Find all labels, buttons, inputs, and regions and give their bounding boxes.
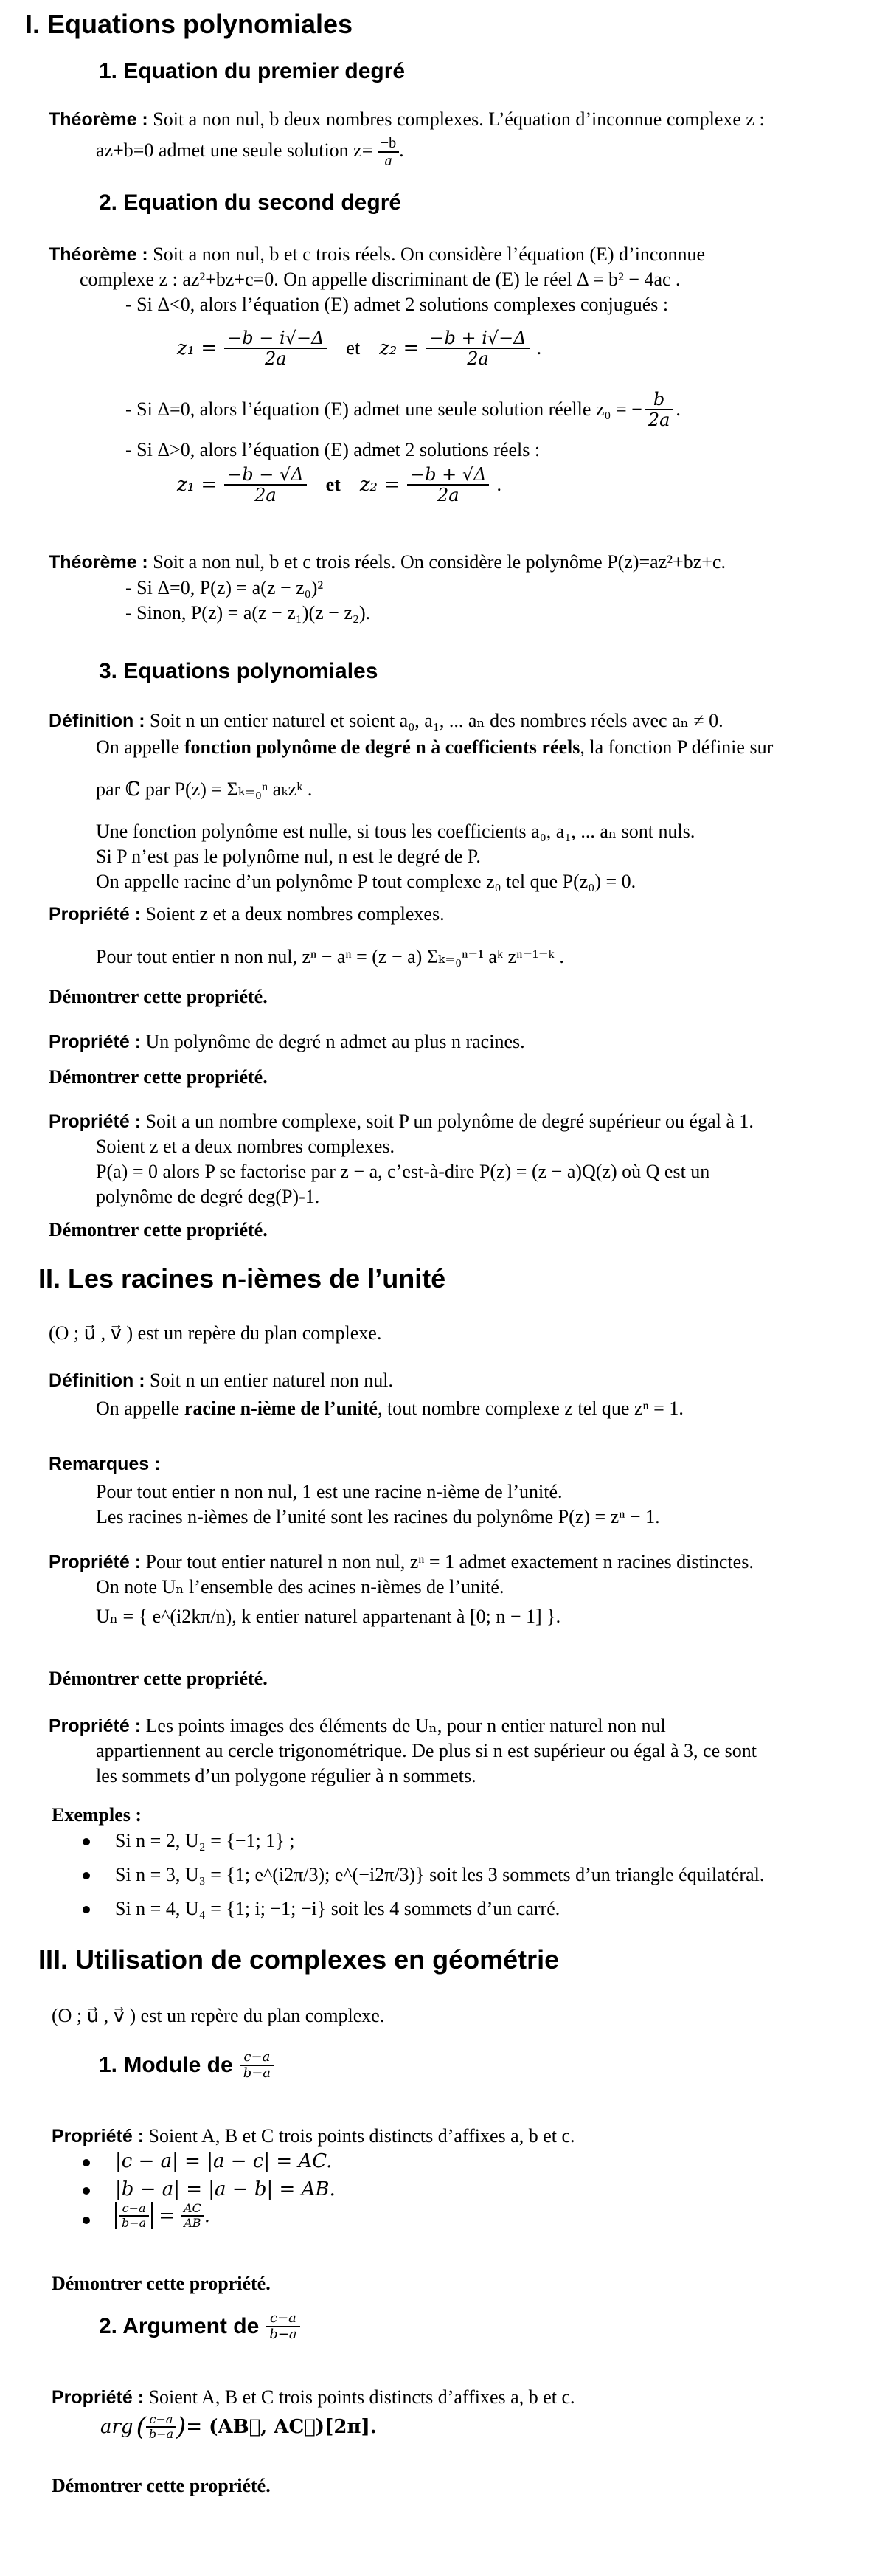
subsection-argument-title: 2. Argument de — [99, 2313, 260, 2338]
property-line-3: Uₙ = { e^(i2kπ/n), k entier naturel appartenant à [0; n − 1] }. — [96, 1606, 561, 1627]
et-word: et — [346, 337, 361, 359]
property-7 — [52, 2385, 575, 2410]
fraction-denominator: 2a — [254, 485, 277, 506]
subsection-argument — [99, 2311, 300, 2342]
fraction-numerator: b — [645, 390, 673, 410]
bullet — [83, 1906, 90, 1913]
paren-close: ) — [176, 2411, 187, 2442]
property-line-1: Soient A, B et C trois points distincts d’affixes a, b et c. — [148, 2386, 575, 2408]
definition-2 — [49, 1368, 393, 1393]
demonstrate-6: Démontrer cette propriété. — [52, 2475, 271, 2496]
z1-label: z₁ = — [177, 474, 218, 497]
theorem-3-line-3: - Sinon, P(z) = a(z − z₁)(z − z₂). — [125, 602, 371, 624]
fraction — [378, 135, 399, 169]
fraction-denominator: 2a — [265, 348, 287, 370]
theorem-1-line-1: Soit a non nul, b deux nombres complexes. L’équation d’inconnue complexe z : — [153, 108, 765, 130]
et-word: et — [325, 474, 341, 496]
definition-line-2 — [96, 1396, 684, 1421]
property-line-1: Les points images des éléments de Uₙ, pour n entier naturel non nul — [145, 1715, 666, 1736]
example-2: Si n = 3, U₃ = {1; e^(i2π/3); e^(−i2π/3)} soit les 3 sommets d’un triangle équilatéral. — [115, 1864, 765, 1885]
bullet — [83, 2159, 90, 2166]
equals-sign: = — [159, 2204, 175, 2227]
fraction — [426, 328, 529, 369]
fraction-numerator: −b − √Δ — [224, 465, 306, 486]
remark-1: Pour tout entier n non nul, 1 est une racine n-ième de l’unité. — [96, 1481, 563, 1502]
definition-line-6: On appelle racine d’un polynôme P tout complexe z₀ tel que P(z₀) = 0. — [96, 871, 636, 892]
property-2 — [49, 1029, 525, 1054]
solutions-positive-delta: z₁ = $\frac{-b - √\Delta}{2a}$ et z₂ = $\frac{-b + √\Delta}{2a}$ . — [177, 464, 502, 506]
theorem-2-line-4: - Si Δ=0, alors l’équation (E) admet une seule solution réelle z₀ = − $\frac{b}{2a}$ . — [125, 389, 681, 431]
demonstrate-5: Démontrer cette propriété. — [52, 2273, 271, 2294]
fraction — [407, 465, 489, 505]
property-5 — [49, 1713, 666, 1738]
property-label: Propriété : — [49, 904, 142, 925]
fraction-numerator: −b + i√−Δ — [426, 328, 529, 349]
abs-value — [115, 2202, 153, 2229]
property-label: Propriété : — [49, 1552, 142, 1572]
text: , la fonction P définie sur — [580, 736, 774, 758]
text: On appelle — [96, 736, 184, 758]
subsection-3-title: 3. Equations polynomiales — [99, 659, 378, 683]
bullet — [83, 1872, 90, 1879]
theorem-3-line-2: - Si Δ=0, P(z) = a(z − z₀)² — [125, 577, 324, 598]
property-1 — [49, 902, 445, 927]
module-bullet-3: $\frac{c-a}{b-a}$ = $\frac{AC}{AB}$ . — [115, 2202, 210, 2229]
paren-open: ( — [136, 2411, 146, 2442]
theorem-2-text: - Si Δ=0, alors l’équation (E) admet une seule solution réelle z₀ = − — [125, 398, 642, 421]
definition-line-2 — [96, 735, 773, 760]
bullet — [83, 1838, 90, 1845]
fraction-denominator: AB — [184, 2215, 201, 2230]
property-3-line-2: Soient z et a deux nombres complexes. — [96, 1136, 395, 1157]
property-label: Propriété : — [52, 2126, 145, 2147]
fraction — [240, 2050, 274, 2081]
z2-label: z₂ = — [359, 474, 400, 497]
property-line-2: appartiennent au cercle trigonométrique. De plus si n est supérieur ou égal à 3, ce sont — [96, 1740, 757, 1761]
fraction-numerator: −b − i√−Δ — [224, 328, 327, 349]
subsection-module — [99, 2050, 274, 2081]
property-label: Propriété : — [49, 1716, 142, 1736]
examples-label: Exemples : — [52, 1804, 142, 1826]
z2-label: z₂ = — [379, 337, 420, 360]
property-line-1: Soient A, B et C trois points distincts d’affixes a, b et c. — [148, 2125, 575, 2147]
property-3-line-1: Soit a un nombre complexe, soit P un polynôme de degré supérieur ou égal à 1. — [145, 1111, 754, 1132]
module-bullet-1: |c − a| = |a − c| = AC. — [115, 2150, 333, 2172]
subsection-1-title: 1. Equation du premier degré — [99, 59, 406, 83]
demonstrate-2: Démontrer cette propriété. — [49, 1066, 268, 1088]
demonstrate-4: Démontrer cette propriété. — [49, 1668, 268, 1689]
example-1: Si n = 2, U₂ = {−1; 1} ; — [115, 1830, 295, 1851]
fraction — [224, 465, 306, 505]
theorem-label: Théorème : — [49, 109, 148, 130]
module-bullet-2: |b − a| = |a − b| = AB. — [115, 2178, 336, 2200]
theorem-3 — [49, 550, 726, 575]
fraction-numerator: c−a — [240, 2050, 274, 2066]
subsection-2-title: 2. Equation du second degré — [99, 190, 402, 215]
section-2-title: II. Les racines n-ièmes de l’unité — [38, 1263, 446, 1294]
arg-equality: = (AB⃗, AC⃗)[2π]. — [186, 2415, 377, 2438]
definition-line-3: par ℂ par P(z) = Σₖ₌₀ⁿ aₖzᵏ . — [96, 778, 313, 800]
property-2-line-1: Un polynôme de degré n admet au plus n racines. — [145, 1031, 525, 1052]
fraction-denominator: b−a — [148, 2426, 174, 2441]
property-1-line-1: Soient z et a deux nombres complexes. — [145, 903, 445, 925]
solutions-negative-delta: z₁ = $\frac{-b - i√-\Delta}{2a}$ et z₂ = $\frac{-b + i√-\Delta}{2a}$ . — [177, 328, 542, 370]
theorem-label: Théorème : — [49, 244, 148, 265]
fraction — [224, 328, 327, 369]
fraction-denominator: 2a — [437, 485, 459, 506]
text: , tout nombre complexe z tel que zⁿ = 1. — [377, 1398, 684, 1419]
remark-2: Les racines n-ièmes de l’unité sont les racines du polynôme P(z) = zⁿ − 1. — [96, 1506, 660, 1527]
property-line-3: les sommets d’un polygone régulier à n sommets. — [96, 1765, 476, 1786]
remarks-label: Remarques : — [49, 1454, 161, 1474]
fraction — [119, 2202, 149, 2229]
fraction-denominator: b−a — [243, 2065, 271, 2081]
fraction — [645, 390, 673, 430]
fraction-numerator: c−a — [119, 2202, 149, 2217]
fraction-numerator: AC — [181, 2202, 204, 2217]
definition-line-1: Soit n un entier naturel et soient a₀, a₁, ... aₙ des nombres réels avec aₙ ≠ 0. — [150, 710, 723, 731]
property-label: Propriété : — [52, 2387, 145, 2408]
example-3: Si n = 4, U₄ = {1; i; −1; −i} soit les 4 sommets d’un carré. — [115, 1898, 560, 1919]
fraction-denominator: a — [384, 153, 392, 169]
bold-term: racine n-ième de l’unité — [184, 1398, 378, 1419]
theorem-2-line-5: - Si Δ>0, alors l’équation (E) admet 2 solutions réels : — [125, 439, 541, 460]
definition-1 — [49, 708, 723, 733]
fraction — [181, 2202, 204, 2229]
fraction — [146, 2413, 176, 2440]
property-label: Propriété : — [49, 1032, 142, 1052]
property-3-line-3: P(a) = 0 alors P se factorise par z − a, c’est-à-dire P(z) = (z − a)Q(z) où Q est un — [96, 1161, 710, 1182]
fraction-numerator: −b + √Δ — [407, 465, 489, 486]
fraction-denominator: 2a — [648, 410, 670, 431]
theorem-2-line-1: Soit a non nul, b et c trois réels. On considère l’équation (E) d’inconnue — [153, 244, 706, 265]
demonstrate-1: Démontrer cette propriété. — [49, 986, 268, 1007]
fraction-denominator: b−a — [122, 2215, 147, 2230]
arg-function: arg — [100, 2415, 133, 2438]
text: On appelle — [96, 1398, 184, 1419]
bullet — [83, 2187, 90, 2195]
property-line-1: Pour tout entier naturel n non nul, zⁿ = 1 admet exactement n racines distinctes. — [145, 1551, 754, 1572]
theorem-1 — [49, 107, 765, 132]
argument-formula — [100, 2413, 377, 2440]
repere-line: (O ; u⃗ , v⃗ ) est un repère du plan complexe. — [52, 2005, 385, 2026]
fraction-denominator: b−a — [269, 2326, 297, 2342]
definition-label: Définition : — [49, 1370, 145, 1391]
theorem-2-line-3: - Si Δ<0, alors l’équation (E) admet 2 solutions complexes conjugués : — [125, 294, 669, 315]
subsection-module-title: 1. Module de — [99, 2052, 233, 2077]
definition-label: Définition : — [49, 711, 145, 731]
fraction — [266, 2311, 299, 2342]
property-1-line-2: Pour tout entier n non nul, zⁿ − aⁿ = (z − a) Σₖ₌₀ⁿ⁻¹ aᵏ zⁿ⁻¹⁻ᵏ . — [96, 946, 564, 967]
property-line-2: On note Uₙ l’ensemble des acines n-ièmes de l’unité. — [96, 1576, 504, 1598]
bullet — [83, 2217, 90, 2224]
property-6 — [52, 2124, 575, 2149]
property-3 — [49, 1109, 754, 1134]
fraction-numerator: c−a — [266, 2311, 299, 2327]
bold-term: fonction polynôme de degré n à coefficients réels — [184, 736, 580, 758]
property-4 — [49, 1550, 754, 1575]
fraction-numerator: −b — [378, 135, 399, 153]
property-label: Propriété : — [49, 1111, 142, 1132]
section-3-title: III. Utilisation de complexes en géométrie — [38, 1944, 560, 1975]
theorem-2-line-2: complexe z : az²+bz+c=0. On appelle discriminant de (E) le réel Δ = b² − 4ac . — [80, 269, 681, 290]
z1-label: z₁ = — [177, 337, 218, 360]
definition-line-4: Une fonction polynôme est nulle, si tous les coefficients a₀, a₁, ... aₙ sont nuls. — [96, 821, 695, 842]
theorem-1-line-2: az+b=0 admet une seule solution z= $\frac{-b}{a}$ . — [96, 135, 404, 169]
property-3-line-4: polynôme de degré deg(P)-1. — [96, 1186, 320, 1207]
section-1-title: I. Equations polynomiales — [25, 9, 353, 39]
fraction-numerator: c−a — [146, 2413, 176, 2428]
fraction-denominator: 2a — [467, 348, 489, 370]
theorem-3-line-1: Soit a non nul, b et c trois réels. On considère le polynôme P(z)=az²+bz+c. — [153, 551, 726, 573]
theorem-label: Théorème : — [49, 552, 148, 573]
definition-line-5: Si P n’est pas le polynôme nul, n est le degré de P. — [96, 846, 481, 867]
demonstrate-3: Démontrer cette propriété. — [49, 1219, 268, 1240]
theorem-2 — [49, 242, 705, 267]
definition-line-1: Soit n un entier naturel non nul. — [150, 1370, 394, 1391]
theorem-1-text: az+b=0 admet une seule solution z= — [96, 139, 373, 161]
repere-line: (O ; u⃗ , v⃗ ) est un repère du plan complexe. — [49, 1322, 382, 1344]
